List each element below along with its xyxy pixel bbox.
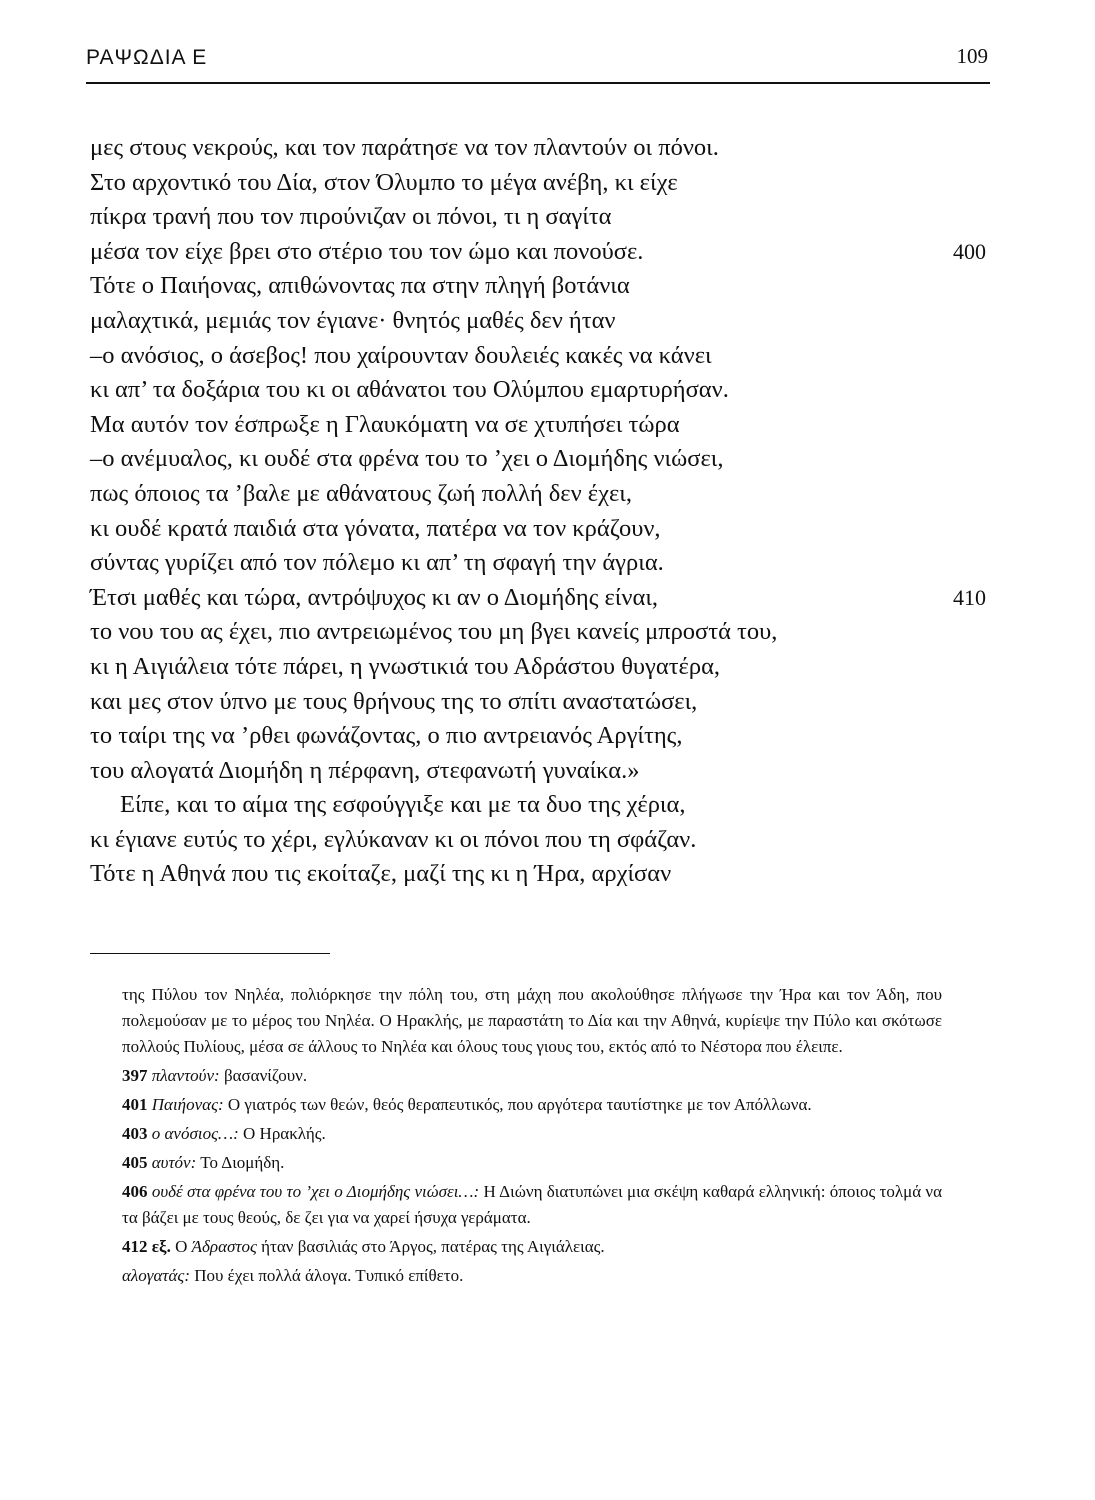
header-rule <box>86 82 990 84</box>
verse-line: πίκρα τρανή που τον πιρούνιζαν οι πόνοι, τι η σαγίτα <box>90 203 612 231</box>
footnote: αλογατάς: Που έχει πολλά άλογα. Τυπικό επίθετο. <box>122 1266 464 1285</box>
footnotes <box>122 982 942 1289</box>
verse-line: κι απ’ τα δοξάρια του κι οι αθάνατοι του Ολύμπου εμαρτυρήσαν. <box>90 376 729 404</box>
footnote: 397 πλαντούν: βασανίζουν. <box>122 1066 308 1085</box>
verse-line: μες στους νεκρούς, και τον παράτησε να τον πλαντούν οι πόνοι. <box>90 134 719 161</box>
verse-line: σύντας γυρίζει από τον πόλεμο κι απ’ τη σφαγή την άγρια. <box>90 549 664 577</box>
running-head: ΡΑΨΩΔΙΑ Ε <box>86 46 208 69</box>
verse-line: Είπε, και το αίμα της εσφούγγιξε και με τα δυο της χέρια, <box>120 791 686 819</box>
verse-line: μαλαχτικά, μεμιάς τον έγιανε· θνητός μαθές δεν ήταν <box>90 306 616 334</box>
verse-line: και μες στον ύπνο με τους θρήνους της το σπίτι αναστατώσει, <box>90 687 698 715</box>
page-number: 109 <box>956 44 988 68</box>
verse-line: –ο ανέμυαλος, κι ουδέ στα φρένα του το ’χει ο Διομήδης νιώσει, <box>90 445 724 473</box>
verse-line: το νου του ας έχει, πιο αντρειωμένος του μη βγει κανείς μπροστά του, <box>90 618 778 646</box>
footnote: 401 Παιήονας: Ο γιατρός των θεών, θεός θεραπευτικός, που αργότερα ταυτίστηκε με τον Απόλλωνα. <box>122 1095 812 1114</box>
footnote: 406 ουδέ στα φρένα του το ’χει ο Διομήδης νιώσει…: Η Διώνη διατυπώνει μια σκέψη καθαρά ελληνική: όποιος τολμά να τα βάζει με τους θεούς, δε ζει για να χαρεί ήσυχα γεράματα. <box>122 1182 943 1227</box>
verse-line: Τότε η Αθηνά που τις εκοίταζε, μαζί της κι η Ήρα, αρχίσαν <box>90 860 672 888</box>
verse-line: –ο ανόσιος, ο άσεβος! που χαίρουνταν δουλειές κακές να κάνει <box>90 341 712 369</box>
verse-line: κι η Αιγιάλεια τότε πάρει, η γνωστικιά του Αδράστου θυγατέρα, <box>90 652 721 680</box>
poem-text <box>90 131 1000 892</box>
line-number: 400 <box>953 238 986 264</box>
footnote: 405 αυτόν: Το Διομήδη. <box>122 1153 285 1172</box>
verse-line: Στο αρχοντικό του Δία, στον Όλυμπο το μέγα ανέβη, κι είχε <box>90 168 678 196</box>
verse-line: Έτσι μαθές και τώρα, αντρόψυχος κι αν ο Διομήδης είναι, 410 <box>90 581 1000 616</box>
footnote-continuation: της Πύλου τον Νηλέα, πολιόρκησε την πόλη του, στη μάχη που ακολούθησε πλήγωσε την Ήρα και τον Άδη, που πολεμούσαν με το μέρος του Νηλέα. Ο Ηρακλής, με παραστάτη το Δία και την Αθηνά, κυρίεψε την Πύλο και σκότωσε πολλούς Πυλίους, μέσα σε άλλους το Νηλέα και όλους τους γιους του, εκτός από το Νέστορα που έλειπε. <box>122 985 942 1056</box>
footnote: 412 εξ. Ο Άδραστος ήταν βασιλιάς στο Άργος, πατέρας της Αιγιάλειας. <box>122 1237 605 1256</box>
page-header <box>86 44 990 84</box>
line-number: 410 <box>953 584 986 610</box>
verse-line: κι έγιανε ευτύς το χέρι, εγλύκαναν κι οι πόνοι που τη σφάζαν. <box>90 825 697 853</box>
verse-line: μέσα τον είχε βρει στο στέριο του τον ώμο και πονούσε. 400 <box>90 235 1000 270</box>
verse-line: το ταίρι της να ’ρθει φωνάζοντας, ο πιο αντρειανός Αργίτης, <box>90 722 683 750</box>
footnote: 403 ο ανόσιος…: Ο Ηρακλής. <box>122 1124 326 1143</box>
verse-line: κι ουδέ κρατά παιδιά στα γόνατα, πατέρα να τον κράζουν, <box>90 514 661 542</box>
verse-line: Τότε ο Παιήονας, απιθώνοντας πα στην πληγή βοτάνια <box>90 272 630 300</box>
verse-line: πως όποιος τα ’βαλε με αθάνατους ζωή πολλή δεν έχει, <box>90 479 632 507</box>
verse-line: του αλογατά Διομήδη η πέρφανη, στεφανωτή γυναίκα.» <box>90 756 640 784</box>
footnote-rule <box>90 953 330 954</box>
verse-line: Μα αυτόν τον έσπρωξε η Γλαυκόματη να σε χτυπήσει τώρα <box>90 410 680 438</box>
